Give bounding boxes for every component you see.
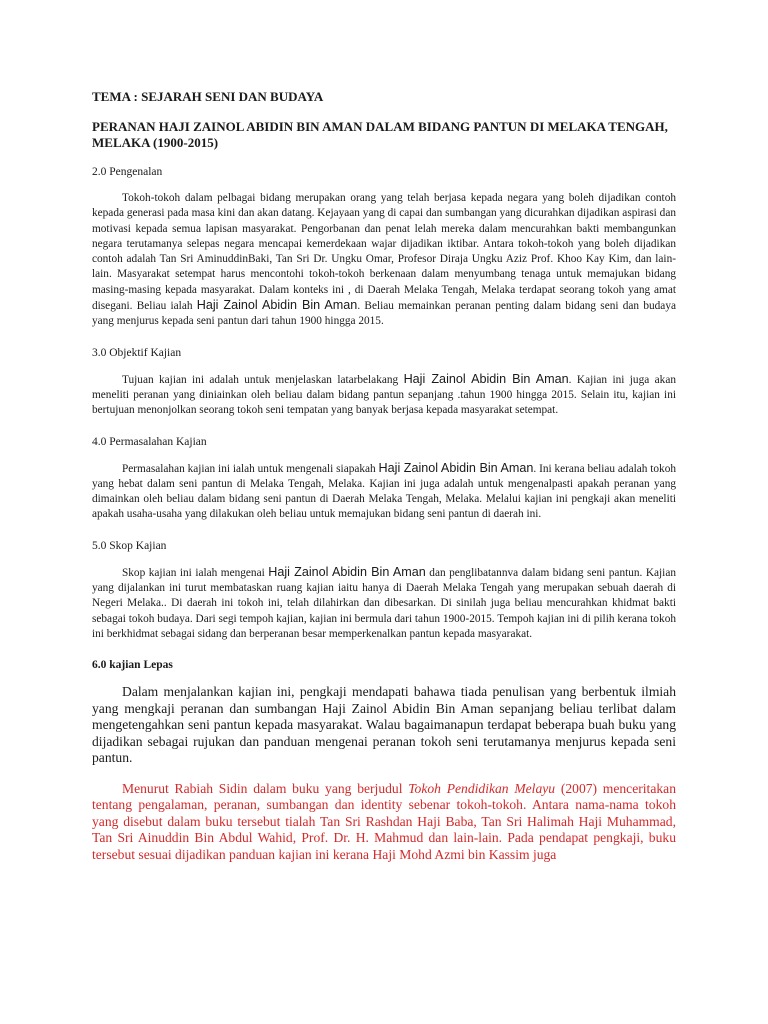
document-theme: TEMA : SEJARAH SENI DAN BUDAYA <box>92 89 324 104</box>
paragraph-permasalahan <box>92 461 676 523</box>
document-page <box>92 88 676 877</box>
paragraph-text: . Kajian ini juga akan meneliti peranan yang diniainkan oleh beliau dalam bidang pantun sepanjang .tahun 1900 hingga 2015. Selain itu, kajian ini bertujuan menonjolkan seorang tokoh seni tempatan yang banyak berjasa kepada masyarakat setempat. <box>92 373 676 417</box>
paragraph-text: Permasalahan kajian ini ialah untuk mengenali siapakah <box>122 462 379 475</box>
person-name: Haji Zainol Abidin Bin Aman <box>403 371 569 386</box>
person-name: Haji Zainol Abidin Bin Aman <box>196 298 358 313</box>
paragraph-kajian-lepas: Dalam menjalankan kajian ini, pengkaji mendapati bahawa tiada penulisan yang berbentuk ilmiah yang mengkaji peranan dan sumbangan Haji Zainol Abidin Bin Aman sepanjang beliau terlibat dalam mengetengahkan seni pantun kepada masyarakat. Walau bagaimanapun terdapat beberapa buah buku yang dijadikan sebagai rujukan dan panduan mengenai peranan tokoh seni terutamanya menjurus kepada seni pantun. <box>92 684 676 766</box>
paragraph-text: Tujuan kajian ini adalah untuk menjelaskan latarbelakang <box>122 373 404 386</box>
section-heading-kajian-lepas: 6.0 kajian Lepas <box>92 659 173 672</box>
section-heading-permasalahan: 4.0 Permasalahan Kajian <box>92 435 207 448</box>
paragraph-text: Tokoh-tokoh dalam pelbagai bidang merupakan orang yang telah berjasa kepada negara yang boleh dijadikan contoh kepada generasi pada masa kini dan akan datang. Kejayaan yang di capai dan sumbangan yang dicurahkan dijadikan aspirasi dan motivasi kepada semua lapisan masyarakat. Pengorbanan dan penat lelah mereka dalam mencurahkan bakti membangunkan negara terutamanya selepas negara mencapai kemerdekaan wajar dijadikan iktibar. Antara tokoh-tokoh yang boleh dijadikan contoh adalah Tan Sri AminuddinBaki, Tan Sri Dr. Ungku Omar, Profesor Diraja Ungku Aziz Prof. Khoo Kay Kim, dan lain-lain. Masyarakat setempat harus mencontohi tokoh-tokoh berkenaan dalam menyumbang tenaga untuk memajukan bidang masing-masing kepada masyarakat. Dalam konteks ini , di Daerah Melaka Tengah, Melaka terdapat seorang tokoh yang amat disegani. Beliau ialah <box>92 192 676 313</box>
paragraph-text: . Beliau memainkan peranan penting dalam bidang seni dan budaya yang menjurus kepada seni pantun dari tahun 1900 hingga 2015. <box>92 300 676 328</box>
paragraph-objektif <box>92 372 676 419</box>
paragraph-text: (2007) menceritakan tentang pengalaman, peranan, sumbangan dan identity sebenar tokoh-tokoh. Antara nama-nama tokoh yang disebut dalam buku tersebut tialah Tan Sri Rashdan Haji Baba, Tan Sri Halimah Haji Muhammad, Tan Sri Ainuddin Bin Abdul Wahid, Prof. Dr. H. Mahmud dan lain-lain. Pada pendapat pengkaji, buku tersebut sesuai dijadikan panduan kajian ini kerana Haji Mohd Azmi bin Kassim juga <box>92 780 676 862</box>
paragraph-text: . Ini kerana beliau adalah tokoh yang hebat dalam seni pantun di Melaka Tengah, Melaka. Kajian ini juga adalah untuk mengenalpasti apakah peranan yang dimainkan oleh beliau dalam bidang seni pantun di Daerah Melaka Tengah, Melaka. Melalui kajian ini pengkaji akan meneliti apakah usaha-usaha yang dilakukan oleh beliau untuk memajukan bidang seni pantun di daerah ini. <box>92 462 676 521</box>
section-heading-pengenalan: 2.0 Pengenalan <box>92 166 163 178</box>
paragraph-text: dan penglibatannva dalam bidang seni pantun. Kajian yang dijalankan ini turut membataskan ruang kajian iaitu hanya di Daerah Melaka Tengah yang merupakan sebuah daerah di Negeri Melaka.. Di daerah ini tokoh ini, telah dilahirkan dan dibesarkan. Di sinilah juga beliau mencurahkan khidmat bakti sebagai tokoh budaya. Dari segi tempoh kajian, kajian ini bermula dari tahun 1900-2015. Tempoh kajian ini di pilih kerana tokoh ini berkhidmat sebagai sidang dan berperanan besar memperkenalkan pantun kepada masyarakat. <box>92 566 676 640</box>
paragraph-rujukan <box>92 781 676 864</box>
paragraph-skop <box>92 565 676 642</box>
person-name: Haji Zainol Abidin Bin Aman <box>268 564 426 579</box>
paragraph-text: Skop kajian ini ialah mengenai <box>122 566 269 579</box>
paragraph-text: Menurut Rabiah Sidin dalam buku yang berjudul <box>122 780 409 796</box>
book-title: Tokoh Pendidikan Melayu <box>408 780 556 796</box>
document-title: PERANAN HAJI ZAINOL ABIDIN BIN AMAN DALAM BIDANG PANTUN DI MELAKA TENGAH, MELAKA (1900-2015) <box>92 119 668 150</box>
section-heading-skop: 5.0 Skop Kajian <box>92 539 167 552</box>
section-heading-objektif: 3.0 Objektif Kajian <box>92 346 182 359</box>
paragraph-pengenalan <box>92 191 676 330</box>
person-name: Haji Zainol Abidin Bin Aman <box>378 460 534 475</box>
